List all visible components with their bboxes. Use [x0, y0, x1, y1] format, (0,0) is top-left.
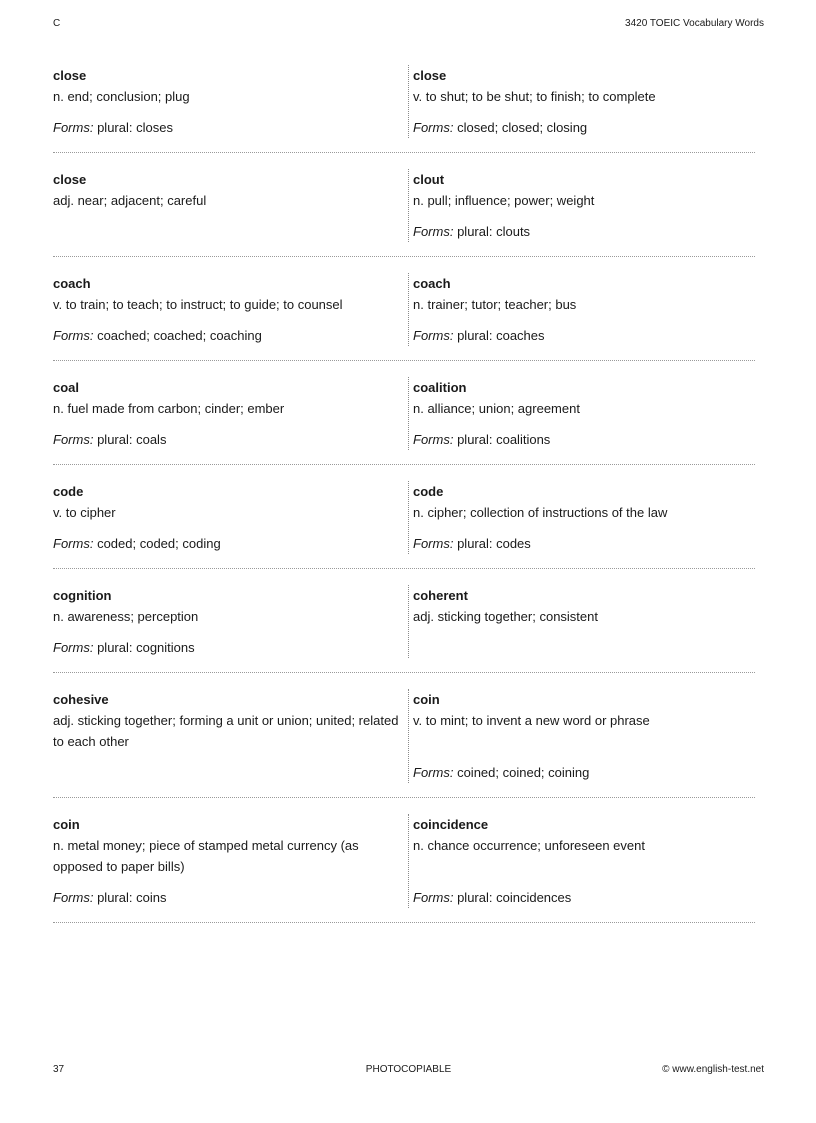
entry-forms	[413, 533, 755, 554]
entry-word: coal	[53, 380, 80, 395]
entry-cell	[53, 377, 408, 450]
forms-label: Forms:	[413, 328, 454, 343]
entry-word: close	[53, 68, 87, 83]
entry-definition: v. to shut; to be shut; to finish; to complete	[413, 89, 656, 104]
forms-value: plural: coincidences	[457, 890, 572, 905]
entry-cell	[53, 273, 408, 346]
entry-word: clout	[413, 172, 445, 187]
entry-definition: n. chance occurrence; unforeseen event	[413, 838, 645, 853]
forms-value: plural: coaches	[457, 328, 545, 343]
entry-word: code	[413, 484, 444, 499]
forms-label: Forms:	[413, 224, 454, 239]
entry-row	[53, 683, 755, 798]
entry-cell	[53, 481, 408, 554]
entry-forms	[53, 637, 400, 658]
entry-cell	[408, 689, 755, 783]
forms-label: Forms:	[413, 120, 454, 135]
entry-word: cohesive	[53, 692, 109, 707]
entry-cell	[408, 377, 755, 450]
section-letter: C	[53, 18, 61, 29]
entry-definition: n. trainer; tutor; teacher; bus	[413, 297, 577, 312]
entry-row	[53, 808, 755, 923]
entry-forms	[413, 762, 755, 783]
entry-word: close	[53, 172, 87, 187]
entry-word: cognition	[53, 588, 112, 603]
forms-value: plural: clouts	[457, 224, 531, 239]
entry-cell	[408, 169, 755, 242]
entry-word: code	[53, 484, 84, 499]
entry-word: coach	[413, 276, 451, 291]
entry-cell	[408, 814, 755, 908]
forms-label: Forms:	[53, 432, 94, 447]
entry-row	[53, 59, 755, 153]
photocopiable-notice: PHOTOCOPIABLE	[365, 1064, 452, 1075]
entry-word: close	[413, 68, 447, 83]
entry-word: coin	[53, 817, 80, 832]
document-title: 3420 TOEIC Vocabulary Words	[625, 18, 764, 29]
entry-cell	[408, 585, 755, 658]
forms-value: plural: cognitions	[97, 640, 195, 655]
entry-cell	[53, 585, 408, 658]
page-footer	[53, 1063, 764, 1077]
copyright-notice: © www.english-test.net	[662, 1064, 764, 1075]
page-header	[53, 17, 764, 31]
entry-forms	[413, 117, 755, 138]
entry-forms	[413, 887, 755, 908]
forms-label: Forms:	[413, 890, 454, 905]
entry-forms	[413, 325, 755, 346]
entry-row	[53, 267, 755, 361]
entry-cell	[53, 169, 408, 242]
entry-cell	[408, 65, 755, 138]
entry-definition: n. fuel made from carbon; cinder; ember	[53, 401, 285, 416]
entry-definition: v. to cipher	[53, 505, 116, 520]
forms-value: plural: coalitions	[457, 432, 551, 447]
entry-definition: n. cipher; collection of instructions of the law	[413, 505, 668, 520]
entry-definition: n. awareness; perception	[53, 609, 199, 624]
entry-forms	[53, 429, 400, 450]
entry-definition: n. alliance; union; agreement	[413, 401, 580, 416]
forms-value: coached; coached; coaching	[97, 328, 262, 343]
forms-value: plural: coins	[97, 890, 167, 905]
entry-definition: adj. near; adjacent; careful	[53, 193, 207, 208]
entry-word: coach	[53, 276, 91, 291]
entry-word: coin	[413, 692, 440, 707]
forms-value: plural: coals	[97, 432, 167, 447]
entry-row	[53, 163, 755, 257]
page-number: 37	[53, 1064, 65, 1075]
entry-forms	[53, 325, 400, 346]
entry-word: coincidence	[413, 817, 489, 832]
entry-word: coalition	[413, 380, 467, 395]
entry-forms	[53, 887, 400, 908]
vocabulary-list	[53, 59, 755, 933]
forms-label: Forms:	[53, 890, 94, 905]
entry-cell	[53, 814, 408, 908]
entry-row	[53, 579, 755, 673]
entry-cell	[53, 689, 408, 783]
forms-label: Forms:	[53, 536, 94, 551]
forms-label: Forms:	[413, 536, 454, 551]
forms-label: Forms:	[53, 328, 94, 343]
entry-cell	[408, 273, 755, 346]
entry-cell	[53, 65, 408, 138]
forms-label: Forms:	[413, 765, 454, 780]
entry-word: coherent	[413, 588, 468, 603]
entry-forms	[53, 533, 400, 554]
forms-value: closed; closed; closing	[457, 120, 588, 135]
entry-row	[53, 371, 755, 465]
forms-value: plural: codes	[457, 536, 531, 551]
forms-value: coined; coined; coining	[457, 765, 590, 780]
forms-value: coded; coded; coding	[97, 536, 221, 551]
forms-label: Forms:	[413, 432, 454, 447]
entry-definition: v. to mint; to invent a new word or phrase	[413, 713, 650, 728]
entry-definition: n. pull; influence; power; weight	[413, 193, 595, 208]
entry-definition: adj. sticking together; consistent	[413, 609, 598, 624]
forms-value: plural: closes	[97, 120, 173, 135]
entry-definition: v. to train; to teach; to instruct; to guide; to counsel	[53, 297, 343, 312]
entry-forms	[413, 221, 755, 242]
forms-label: Forms:	[53, 640, 94, 655]
entry-cell	[408, 481, 755, 554]
entry-forms	[413, 429, 755, 450]
entry-definition: n. end; conclusion; plug	[53, 89, 190, 104]
entry-row	[53, 475, 755, 569]
entry-definition: adj. sticking together; forming a unit or union; united; related to each other	[53, 713, 399, 749]
entry-definition: n. metal money; piece of stamped metal currency (as opposed to paper bills)	[53, 838, 359, 874]
forms-label: Forms:	[53, 120, 94, 135]
entry-forms	[53, 117, 400, 138]
